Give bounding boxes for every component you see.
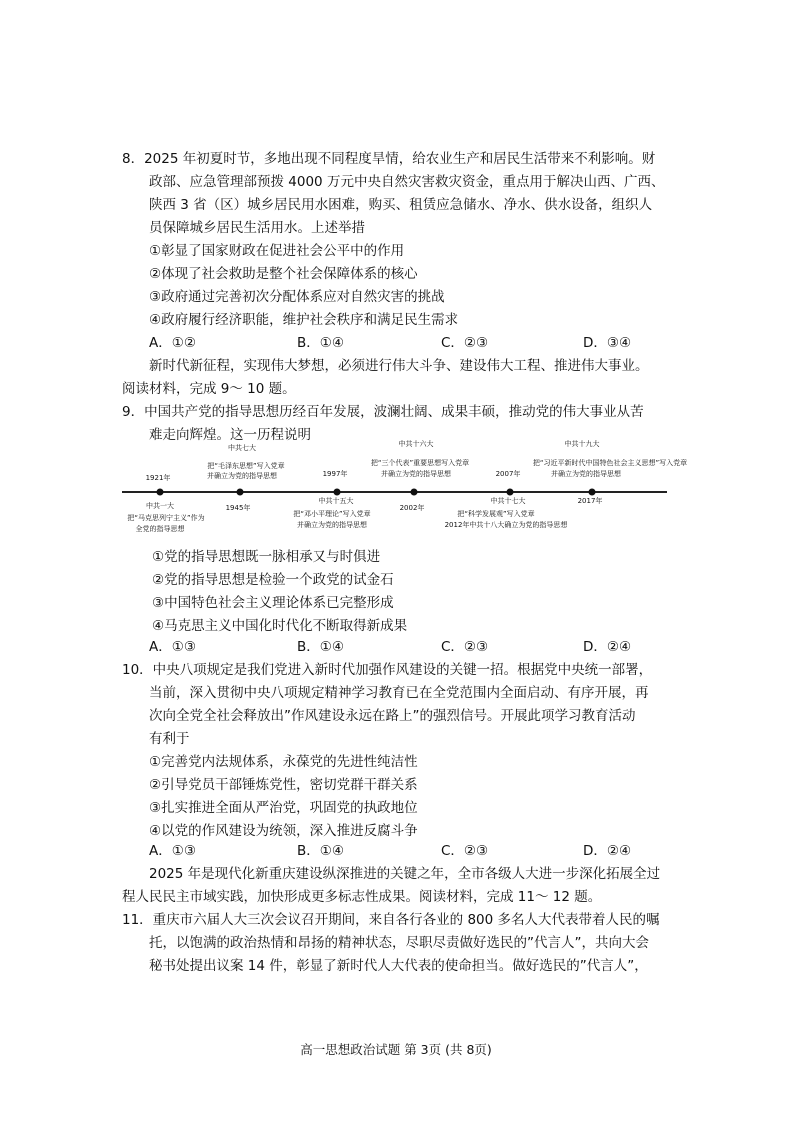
q9-choice-a: A．①③ [149,639,196,655]
timeline-event-title: 中共一大 [146,502,174,510]
timeline-event-title: 中共十九大 [564,440,600,448]
q11-stem-line-1: 11．重庆市六届人大三次会议召开期间，来自各行各业的 800 多名人大代表带着人民的嘱 [122,912,660,928]
timeline-event-desc: 把“毛泽东思想”写入党章 [207,462,285,470]
q10-choice-b: B．①④ [297,843,344,859]
q8-choice-c: C．②③ [441,335,489,351]
timeline-year: 2002年 [399,504,425,512]
material-11-12-line-1: 2025 年是现代化新重庆建设纵深推进的关键之年，全市各级人大进一步深化拓展全过 [149,866,661,882]
timeline-axis [122,491,667,493]
q9-choice-d: D．②④ [583,639,632,655]
q8-stem-line-2: 政部、应急管理部预拨 4000 万元中央自然灾害救灾资金，重点用于解决山西、广西、 [149,174,665,190]
q10-choice-a: A．①③ [149,843,196,859]
timeline-event-title: 中共十七大 [490,497,526,505]
timeline-year: 1921年 [145,474,171,482]
q9-option-3: ③中国特色社会主义理论体系已完整形成 [152,595,394,611]
timeline-year: 1997年 [322,470,348,478]
timeline-dot-2002 [411,489,418,496]
timeline-event-desc: 并确立为党的指导思想 [381,470,451,478]
q10-option-4: ④以党的作风建设为统领，深入推进反腐斗争 [149,823,418,839]
timeline-event-desc: 2012年中共十八大确立为党的指导思想 [444,521,568,529]
q9-choice-b: B．①④ [297,639,344,655]
material-9-10-line-2: 阅读材料，完成 9～ 10 题。 [122,381,296,397]
page-footer: 高一思想政治试题 第 3页 (共 8页) [300,1042,492,1057]
q8-option-3: ③政府通过完善初次分配体系应对自然灾害的挑战 [149,289,445,305]
q9-stem-line-2: 难走向辉煌。这一历程说明 [149,427,311,443]
q11-stem-line-3: 秘书处提出议案 14 件，彰显了新时代人大代表的使命担当。做好选民的”代言人”， [149,958,648,974]
q8-stem-line-3: 陕西 3 省（区）城乡居民用水困难，购买、租赁应急储水、净水、供水设备，组织人 [149,197,653,213]
timeline-dot-2007 [507,489,514,496]
timeline-dot-2017 [589,489,596,496]
material-9-10-line-1: 新时代新征程，实现伟大梦想，必须进行伟大斗争、建设伟大工程、推进伟大事业。 [149,358,649,374]
q9-option-4: ④马克思主义中国化时代化不断取得新成果 [152,618,408,634]
timeline-dot-1997 [334,489,341,496]
q8-option-4: ④政府履行经济职能，维护社会秩序和满足民生需求 [149,312,459,328]
q9-stem-line-1: 9．中国共产党的指导思想历经百年发展，波澜壮阔、成果丰硕，推动党的伟大事业从苦 [122,404,644,420]
timeline-event-title: 中共十五大 [318,497,354,505]
timeline-event-desc: 并确立为党的指导思想 [297,521,367,529]
q10-option-1: ①完善党内法规体系，永葆党的先进性纯洁性 [149,754,418,770]
q8-choice-d: D．③④ [583,335,632,351]
q9-option-1: ①党的指导思想既一脉相承又与时俱进 [152,549,381,565]
q8-stem-line-4: 员保障城乡居民生活用水。上述举措 [149,220,365,236]
timeline-year: 1945年 [225,504,251,512]
timeline-event-desc: 把“三个代表”重要思想写入党章 [370,459,470,467]
q8-choice-b: B．①④ [297,335,344,351]
timeline-dot-1945 [237,489,244,496]
timeline-event-desc: 全党的指导思想 [135,525,185,533]
timeline-event-desc: 把“马克思列宁主义”作为 [127,514,205,522]
timeline-year: 2017年 [577,497,603,505]
q10-stem-line-2: 当前，深入贯彻中央八项规定精神学习教育已在全党范围内全面启动、有序开展，再 [149,685,649,701]
q8-choice-a: A．①② [149,335,196,351]
q10-choice-d: D．②④ [583,843,632,859]
q10-option-2: ②引导党员干部锤炼党性，密切党群干群关系 [149,777,418,793]
q10-choice-c: C．②③ [441,843,489,859]
timeline-event-desc: 把“科学发展观”写入党章 [457,510,535,518]
timeline-event-desc: 把“习近平新时代中国特色社会主义思想”写入党章 [532,459,688,467]
q10-option-3: ③扎实推进全面从严治党，巩固党的执政地位 [149,800,418,816]
material-11-12-line-2: 程人民民主市域实践，加快形成更多标志性成果。阅读材料，完成 11～ 12 题。 [122,889,602,905]
q8-stem-line-1: 8．2025 年初夏时节，多地出现不同程度旱情，给农业生产和居民生活带来不利影响。财 [122,151,656,167]
q10-stem-line-3: 次向全党全社会释放出”作风建设永远在路上”的强烈信号。开展此项学习教育活动 [149,708,636,724]
q9-choice-c: C．②③ [441,639,489,655]
timeline-event-desc: 把“邓小平理论”写入党章 [293,510,371,518]
timeline-event-title: 中共十六大 [398,440,434,448]
q10-stem-line-4: 有利于 [149,731,190,747]
timeline-year: 2007年 [495,470,521,478]
q11-stem-line-2: 托，以饱满的政治热情和昂扬的精神状态，尽职尽责做好选民的”代言人”，共向大会 [149,935,649,951]
q8-option-1: ①彰显了国家财政在促进社会公平中的作用 [149,243,405,259]
q10-stem-line-1: 10．中央八项规定是我们党进入新时代加强作风建设的关键一招。根据党中央统一部署， [122,662,653,678]
timeline-dot-1921 [157,489,164,496]
timeline-event-desc: 并确立为党的指导思想 [207,472,277,480]
timeline-event-desc: 并确立为党的指导思想 [551,470,621,478]
q8-option-2: ②体现了社会救助是整个社会保障体系的核心 [149,266,418,282]
timeline-event-title: 中共七大 [228,444,256,452]
q9-option-2: ②党的指导思想是检验一个政党的试金石 [152,572,394,588]
